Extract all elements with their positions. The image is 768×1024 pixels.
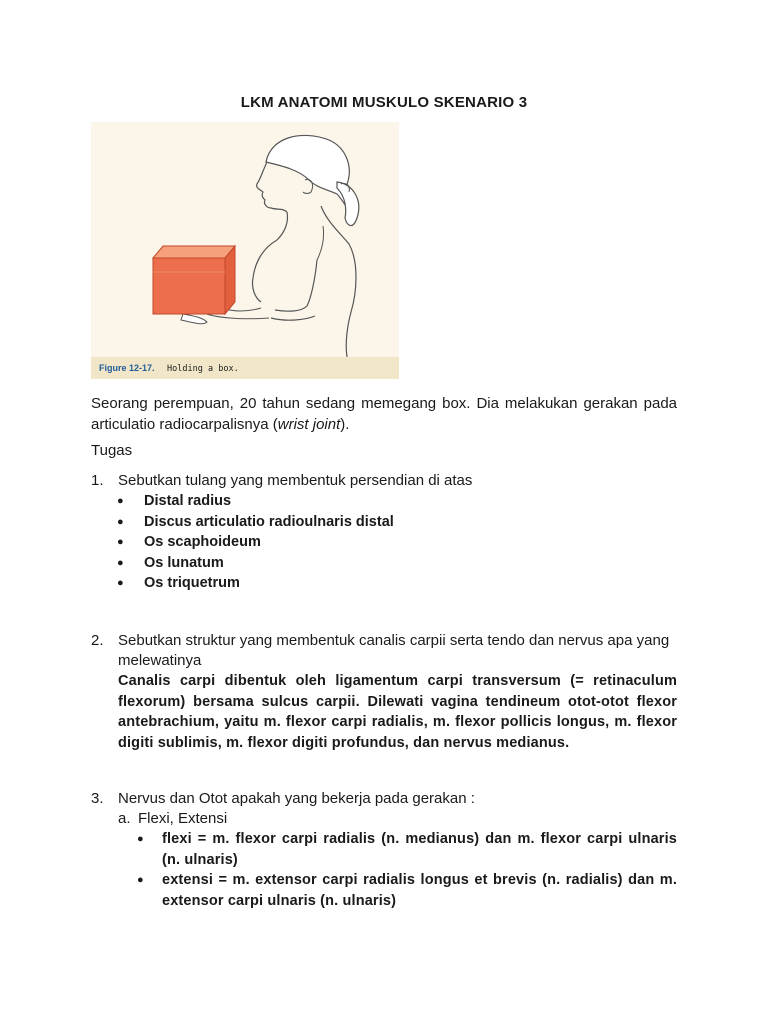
- answer-item: [91, 870, 677, 911]
- answer-list: [91, 829, 677, 911]
- scenario-text-italic: wrist joint: [277, 416, 341, 433]
- document-title: LKM ANATOMI MUSKULO SKENARIO 3: [240, 94, 528, 111]
- scenario-text-1: Seorang perempuan, 20 tahun sedang memegang box. Dia melakukan gerakan pada articulatio radiocarpalisnya (: [91, 395, 677, 433]
- bullet-icon: ●: [137, 833, 144, 845]
- figure-caption-text: Holding a box.: [167, 364, 239, 374]
- bullet-icon: ●: [137, 874, 144, 886]
- sub-question-a: [118, 809, 677, 829]
- question-text: Sebutkan tulang yang membentuk persendian di atas: [118, 472, 473, 489]
- answer-item: [91, 491, 677, 512]
- question-2: [91, 631, 677, 753]
- woman-holding-box-illustration: [91, 122, 399, 357]
- question-3: [91, 789, 677, 911]
- bullet-icon: ●: [117, 536, 124, 548]
- scenario-text-2: ).: [340, 416, 350, 433]
- question-text: Nervus dan Otot apakah yang bekerja pada gerakan :: [118, 790, 475, 807]
- answer-item: [91, 512, 677, 533]
- sub-question-text: Flexi, Extensi: [138, 810, 228, 827]
- figure-holding-box: [91, 122, 399, 379]
- bullet-icon: ●: [117, 495, 124, 507]
- answer-item: [91, 829, 677, 870]
- question-text: Sebutkan struktur yang membentuk canalis carpii serta tendo dan nervus apa yang melewatinya: [118, 632, 670, 669]
- answer-text: Os scaphoideum: [144, 534, 261, 550]
- answer-text: extensi = m. extensor carpi radialis longus et brevis (n. radialis) dan m. extensor carpi ulnaris (n. ulnaris): [162, 872, 677, 909]
- question-number: 1.: [91, 472, 104, 489]
- sub-question-letter: a.: [118, 810, 131, 827]
- question-1: [91, 471, 677, 594]
- answer-item: [91, 532, 677, 553]
- question-number: 2.: [91, 632, 104, 649]
- bullet-icon: ●: [117, 577, 124, 589]
- answer-text: Distal radius: [144, 493, 232, 509]
- scenario-paragraph: [91, 393, 677, 435]
- bullet-icon: ●: [117, 515, 124, 528]
- answer-text: Canalis carpi dibentuk oleh ligamentum carpi transversum (= retinaculum flexorum) bersama sulcus carpii. Dilewati vagina tendineum otot-otot flexor antebrachium, yaitu m. flexor carpi radialis, m. flexor pollicis longus, m. flexor digiti sublimis, m. flexor digiti profundus, dan nervus medianus.: [118, 673, 677, 751]
- answer-item: [91, 573, 677, 594]
- bullet-icon: ●: [117, 556, 124, 569]
- figure-caption: [91, 357, 399, 379]
- answer-text: flexi = m. flexor carpi radialis (n. medianus) dan m. flexor carpi ulnaris (n. ulnaris): [162, 831, 677, 868]
- answer-text: Os lunatum: [144, 554, 224, 571]
- question-number: 3.: [91, 790, 104, 807]
- answer-text: Discus articulatio radioulnaris distal: [144, 513, 394, 530]
- tugas-heading: Tugas: [91, 442, 133, 459]
- answer-list: [91, 491, 677, 594]
- answer-item: [91, 553, 677, 574]
- answer-text: Os triquetrum: [144, 575, 240, 591]
- figure-label: Figure 12-17.: [99, 363, 155, 373]
